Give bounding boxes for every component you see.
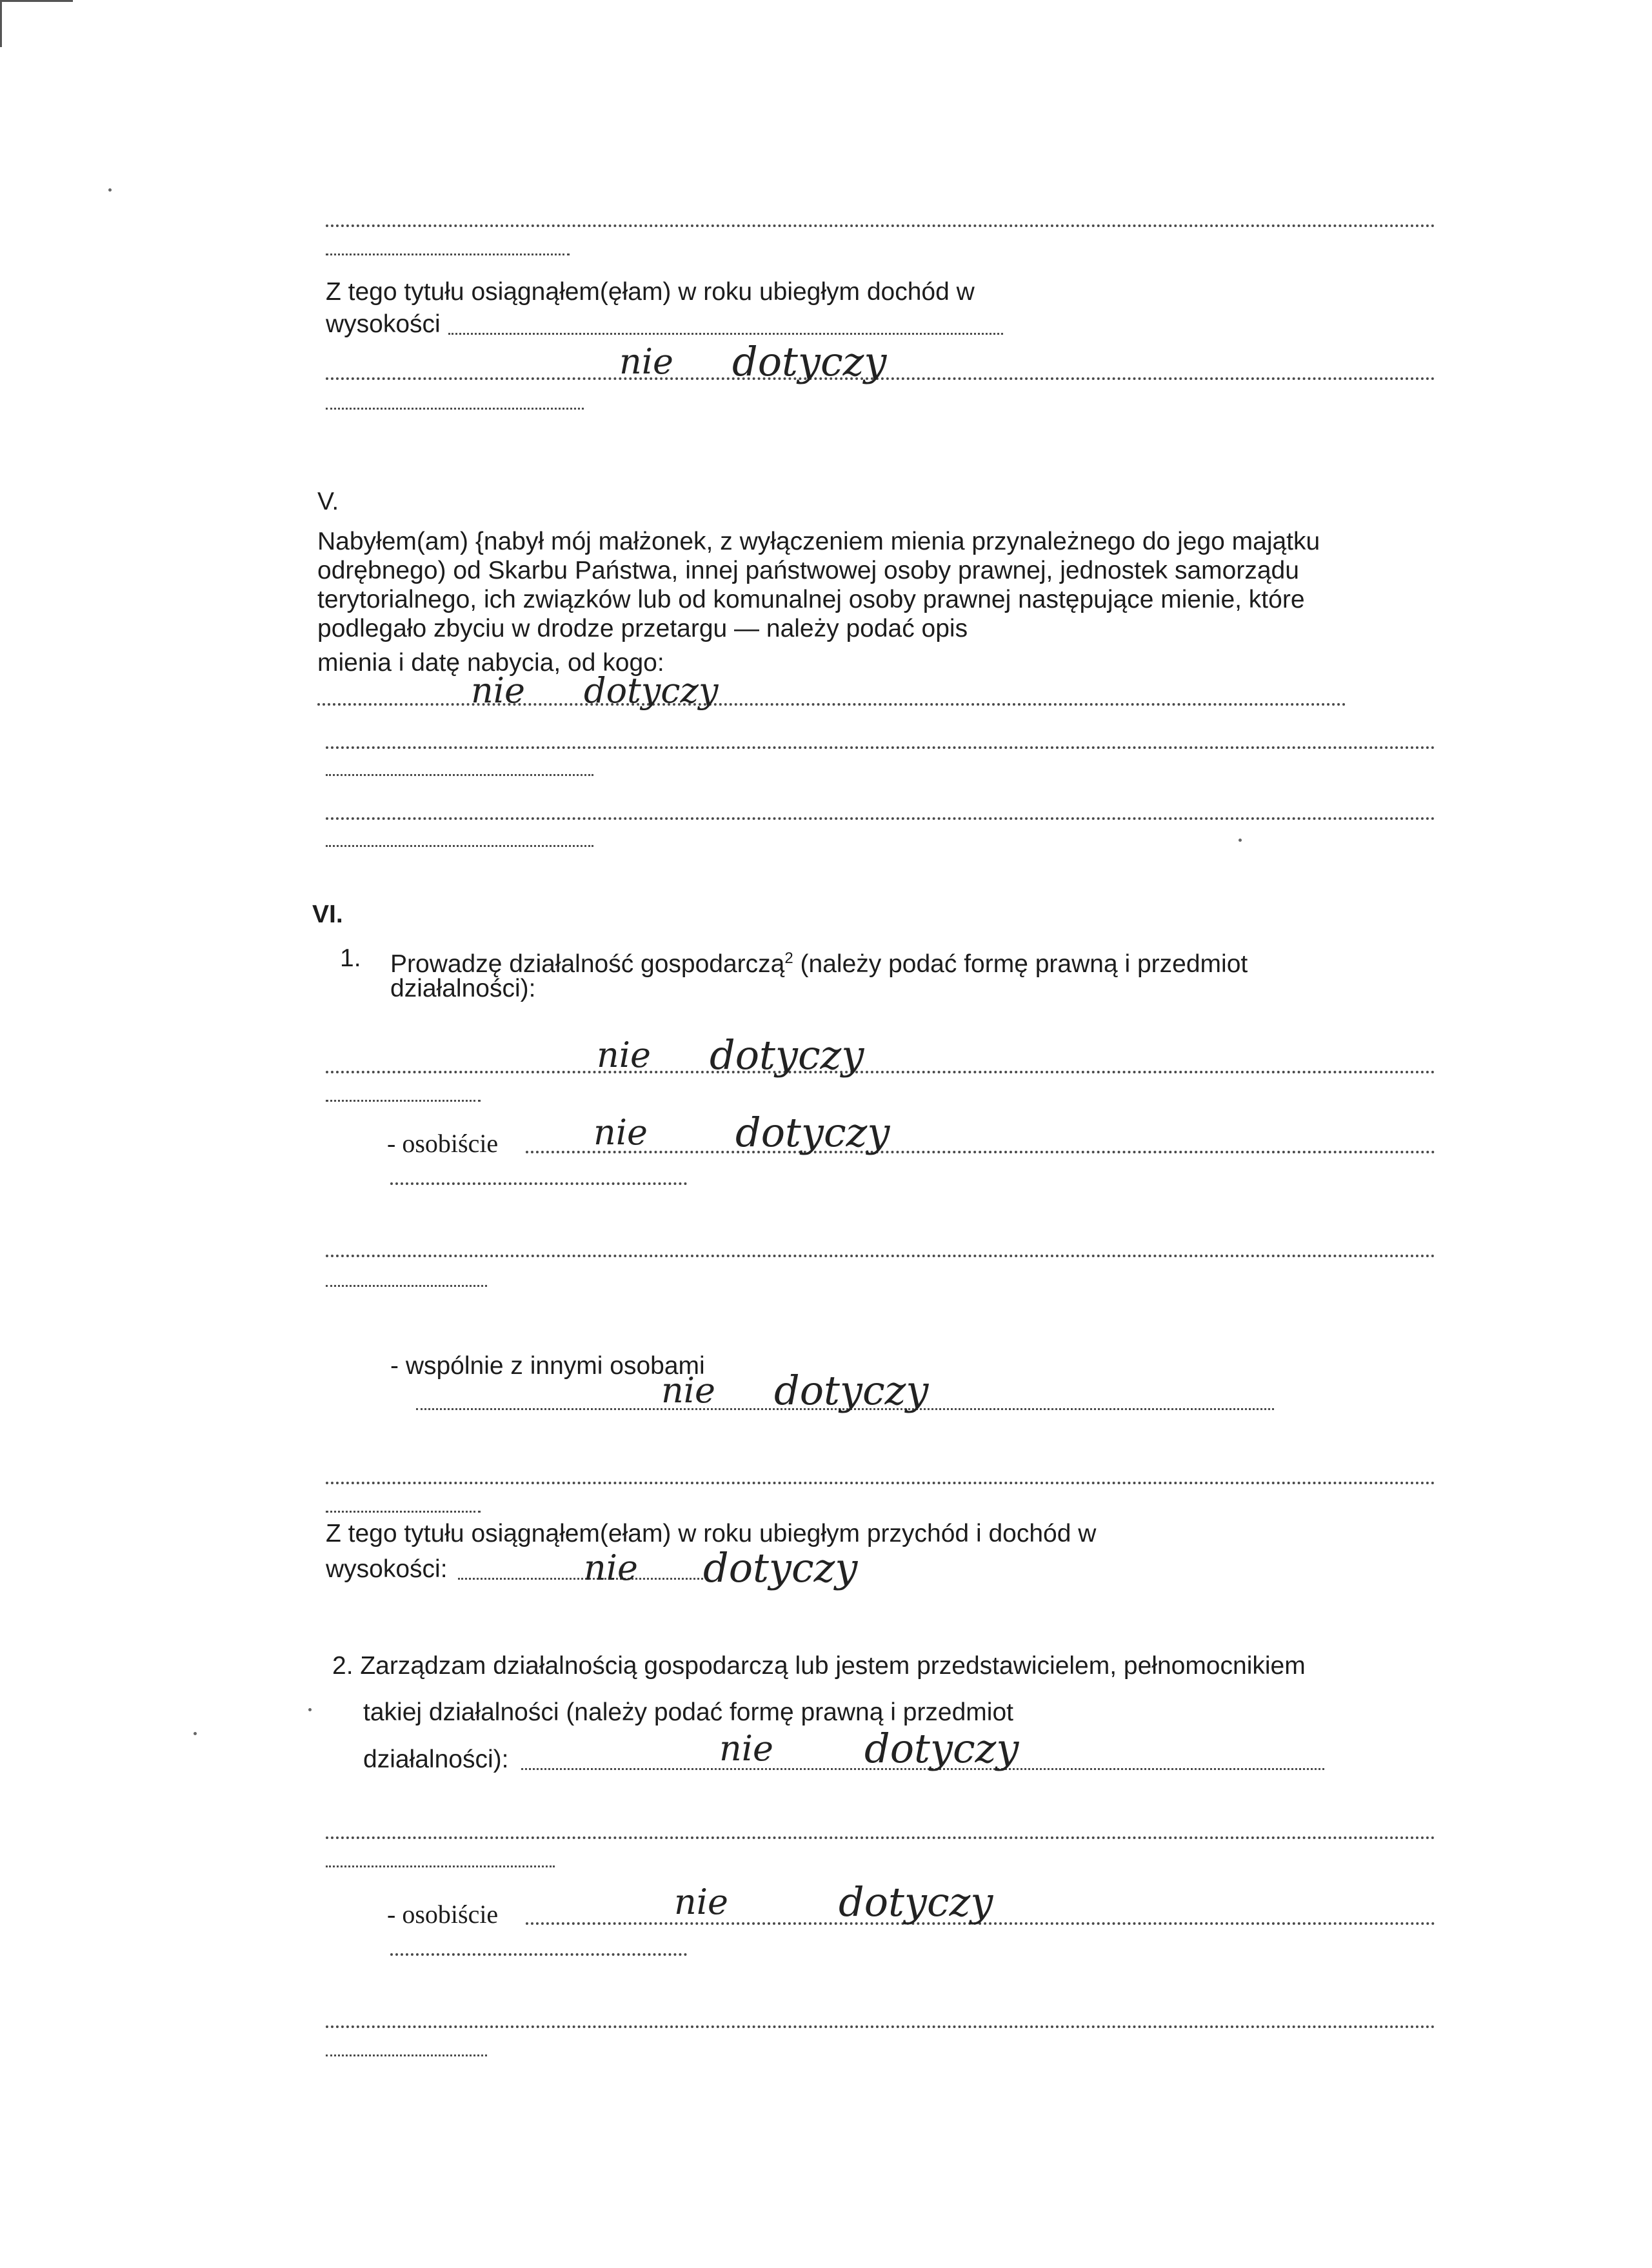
handwritten-entry: dotyczy xyxy=(732,338,887,385)
handwritten-entry: dotyczy xyxy=(735,1109,890,1156)
section-vi-numeral: VI. xyxy=(312,900,343,928)
handwritten-entry: nie xyxy=(584,1547,639,1588)
dotted-line xyxy=(326,1865,555,1867)
dotted-line xyxy=(390,1953,687,1956)
handwritten-entry: nie xyxy=(471,670,526,711)
personal-label-2: - osobiście xyxy=(387,1900,499,1929)
dotted-line xyxy=(326,746,1435,749)
scan-speck xyxy=(1239,839,1242,842)
item-1-text-line2: działalności): xyxy=(390,975,536,1002)
dotted-line xyxy=(448,333,1003,335)
handwritten-entry: dotyczy xyxy=(864,1725,1019,1772)
dotted-line xyxy=(326,224,1435,227)
handwritten-entry: nie xyxy=(593,1112,648,1153)
item-1-number: 1. xyxy=(340,944,361,972)
scan-speck xyxy=(108,188,112,192)
dotted-line xyxy=(326,254,570,255)
dotted-line xyxy=(326,408,584,410)
scan-speck xyxy=(194,1732,197,1735)
section-v-paragraph-line: terytorialnego, ich związków lub od komunalnej osoby prawnej następujące mienie, które xyxy=(317,586,1305,613)
item-2-line1: 2. Zarządzam działalnością gospodarczą lub jestem przedstawicielem, pełnomocnikiem xyxy=(332,1652,1306,1680)
dotted-line xyxy=(326,2054,487,2056)
dotted-line xyxy=(390,1182,687,1185)
income-label: wysokości xyxy=(326,310,441,338)
dotted-line xyxy=(458,1578,703,1580)
dotted-line xyxy=(326,1836,1435,1839)
dotted-line xyxy=(326,1285,487,1287)
handwritten-entry: dotyczy xyxy=(839,1878,993,1925)
income-text-2: Z tego tytułu osiągnąłem(ełam) w roku ubiegłym przychód i dochód w xyxy=(326,1520,1097,1547)
dotted-line xyxy=(526,1151,1435,1153)
dotted-line xyxy=(326,774,593,776)
income-text: Z tego tytułu osiągnąłem(ęłam) w roku ubiegłym dochód w xyxy=(326,278,975,306)
handwritten-entry: dotyczy xyxy=(774,1367,929,1414)
dotted-line xyxy=(326,1255,1435,1257)
dotted-line xyxy=(326,1511,481,1513)
dotted-line xyxy=(326,1071,1435,1073)
dotted-line xyxy=(326,2025,1435,2028)
handwritten-entry: nie xyxy=(661,1370,716,1411)
scan-corner-mark xyxy=(0,0,73,47)
handwritten-entry: dotyczy xyxy=(703,1544,858,1591)
handwritten-entry: nie xyxy=(674,1882,729,1922)
section-v-paragraph-line: Nabyłem(am) {nabył mój małżonek, z wyłączeniem mienia przynależnego do jego majątku xyxy=(317,528,1320,555)
scan-speck xyxy=(308,1708,312,1711)
section-v-label: mienia i datę nabycia, od kogo: xyxy=(317,649,664,677)
dotted-line xyxy=(326,845,593,847)
dotted-line xyxy=(326,1482,1435,1484)
handwritten-entry: nie xyxy=(597,1035,652,1075)
income-label-2: wysokości: xyxy=(326,1555,448,1583)
dotted-line xyxy=(326,1100,481,1102)
section-v-paragraph-line: odrębnego) od Skarbu Państwa, innej państwowej osoby prawnej, jednostek samorządu xyxy=(317,557,1299,584)
joint-label: - wspólnie z innymi osobami xyxy=(390,1352,705,1380)
handwritten-entry: dotyczy xyxy=(584,670,719,711)
handwritten-entry: nie xyxy=(719,1728,774,1769)
personal-label: - osobiście xyxy=(387,1129,499,1158)
item-2-line2: takiej działalności (należy podać formę prawną i przedmiot xyxy=(363,1698,1013,1726)
handwritten-entry: nie xyxy=(619,341,674,382)
item-1-text: Prowadzę działalność gospodarczą$^2$ (należy podać formę prawną i przedmiot xyxy=(390,950,1248,978)
section-v-paragraph-line: podlegało zbyciu w drodze przetargu — należy podać opis xyxy=(317,615,968,642)
dotted-line xyxy=(326,817,1435,820)
item-2-label: działalności): xyxy=(363,1746,509,1773)
section-v-numeral: V. xyxy=(317,488,339,515)
handwritten-entry: dotyczy xyxy=(710,1031,864,1079)
